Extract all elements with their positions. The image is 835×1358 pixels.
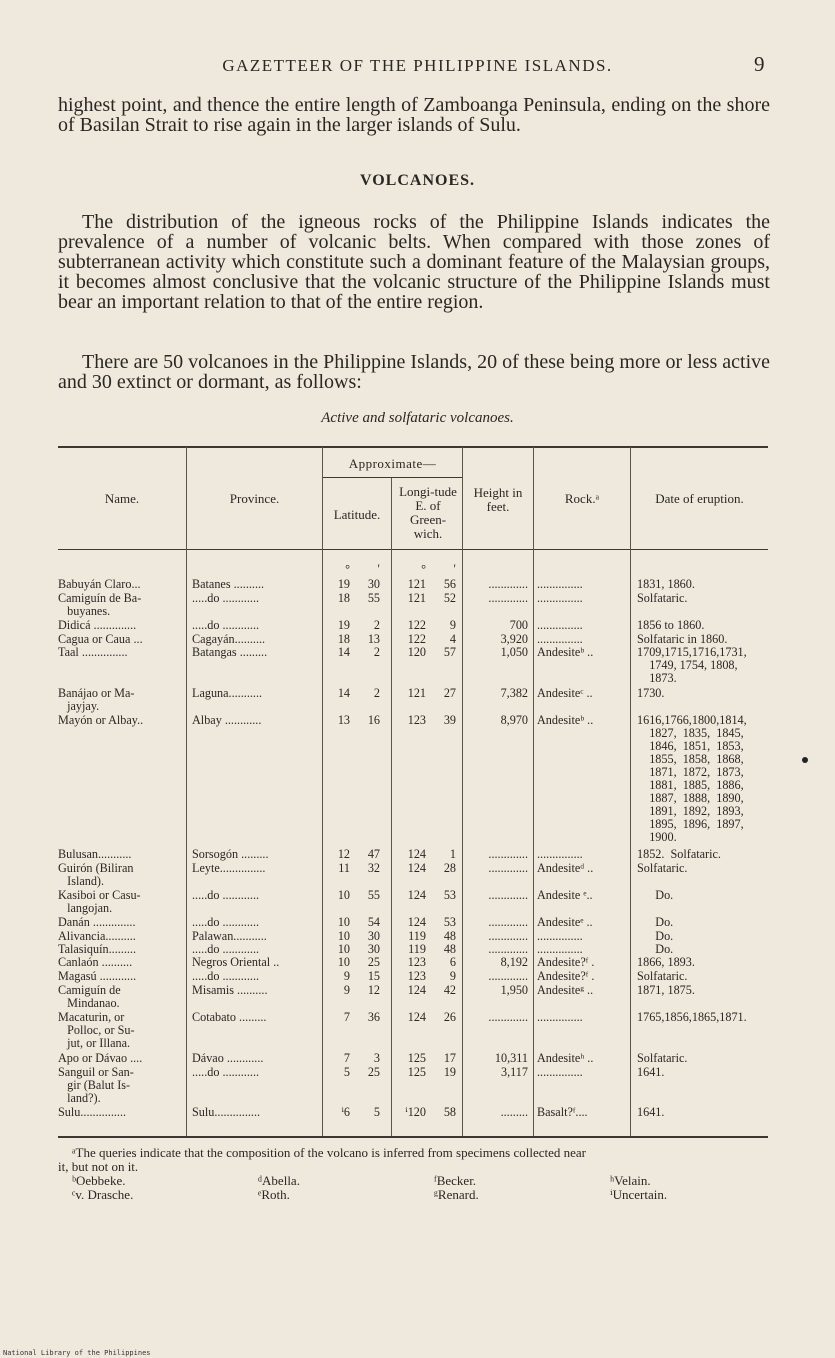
row-latitude-degrees: 10	[337, 943, 350, 956]
row-eruption: Solfataric.	[637, 1052, 688, 1065]
row-eruption: Do.	[637, 889, 674, 902]
row-longitude-degrees: 122	[407, 633, 426, 646]
row-latitude-degrees: 10	[337, 889, 350, 902]
row-rock: Andesite?ᶠ .	[537, 956, 595, 969]
row-longitude-minutes: 9	[449, 970, 456, 983]
footnote-d: ᵈAbella.	[258, 1173, 300, 1188]
paragraph-count: There are 50 volcanoes in the Philippine Islands, 20 of these being more or less active and 30 extinct or dormant, as follows:	[58, 351, 770, 393]
row-latitude-degrees: 10	[337, 956, 350, 969]
row-longitude-minutes: 19	[443, 1066, 456, 1079]
row-height: .............	[488, 916, 528, 929]
row-province: .....do ............	[192, 619, 260, 632]
row-latitude-degrees: 13	[337, 714, 350, 727]
row-longitude-minutes: 58	[443, 1106, 456, 1119]
row-latitude-minutes: 30	[367, 578, 380, 591]
row-province: Sorsogón .........	[192, 848, 269, 861]
row-name: Talasiquín.........	[58, 943, 137, 956]
row-longitude-degrees: 125	[407, 1052, 426, 1065]
row-longitude-degrees: 121	[407, 592, 426, 605]
row-eruption: Do.	[637, 943, 674, 956]
intro-paragraph: highest point, and thence the entire length of Zamboanga Peninsula, ending on the shore of Basilan Strait to rise again in the larger islands of Sulu.	[58, 94, 770, 136]
row-latitude-minutes: 25	[367, 956, 380, 969]
row-province: Cagayán..........	[192, 633, 266, 646]
row-name: Mayón or Albay..	[58, 714, 144, 727]
row-height: 8,192	[500, 956, 528, 969]
row-name: Canlaón ..........	[58, 956, 133, 969]
row-eruption: 1730.	[637, 687, 665, 700]
row-latitude-minutes: 55	[367, 889, 380, 902]
row-latitude-minutes: 2	[373, 687, 380, 700]
header-province: Province.	[229, 491, 280, 506]
row-name: Cagua or Caua ...	[58, 633, 143, 646]
row-rock: Andesiteᵉ ..	[537, 916, 593, 929]
row-longitude-minutes: 48	[443, 943, 456, 956]
row-rock: Andesiteᶜ ..	[537, 687, 593, 700]
row-latitude-minutes: 55	[367, 592, 380, 605]
row-latitude-degrees: 9	[343, 970, 350, 983]
longitude-degree-unit: °	[421, 563, 426, 576]
row-eruption: Solfataric.	[637, 862, 688, 875]
row-latitude-degrees: 14	[337, 646, 350, 659]
row-name: Guirón (Biliran Island).	[58, 862, 134, 888]
footnote-i: ⁱUncertain.	[610, 1187, 668, 1202]
row-longitude-degrees: 124	[407, 1011, 426, 1024]
row-name: Camiguín de Ba- buyanes.	[58, 592, 142, 618]
header-approximate: Approximate—	[348, 456, 437, 471]
header-name: Name.	[104, 491, 140, 506]
row-rock: ...............	[537, 592, 583, 605]
row-name: Apo or Dávao ....	[58, 1052, 143, 1065]
row-province: Albay ............	[192, 714, 262, 727]
row-height: 7,382	[500, 687, 528, 700]
row-latitude-degrees: ⁱ6	[341, 1106, 350, 1119]
row-longitude-minutes: 6	[449, 956, 456, 969]
footnote-a-continued: it, but not on it.	[58, 1159, 139, 1174]
row-province: Leyte...............	[192, 862, 266, 875]
row-name: Didicá ..............	[58, 619, 137, 632]
row-height: 1,950	[500, 984, 528, 997]
row-longitude-degrees: 124	[407, 889, 426, 902]
row-height: .............	[488, 578, 528, 591]
row-province: .....do ............	[192, 970, 260, 983]
row-latitude-degrees: 11	[338, 862, 350, 875]
row-height: .............	[488, 889, 528, 902]
row-province: .....do ............	[192, 889, 260, 902]
row-longitude-minutes: 28	[443, 862, 456, 875]
row-longitude-degrees: 124	[407, 848, 426, 861]
row-name: Danán ..............	[58, 916, 136, 929]
latitude-degree-unit: °	[345, 563, 350, 576]
row-rock: Andesiteᵈ ..	[537, 862, 594, 875]
row-height: 700	[509, 619, 528, 632]
row-longitude-degrees: 119	[408, 943, 426, 956]
footnote-b: ᵇOebbeke.	[72, 1173, 126, 1188]
row-longitude-degrees: ⁱ120	[405, 1106, 426, 1119]
row-latitude-minutes: 30	[367, 943, 380, 956]
row-latitude-degrees: 12	[337, 848, 350, 861]
row-eruption: 1641.	[637, 1066, 665, 1079]
row-rock: Basalt?ᶠ....	[537, 1106, 588, 1119]
row-latitude-minutes: 2	[373, 646, 380, 659]
row-latitude-minutes: 30	[367, 930, 380, 943]
row-eruption: 1641.	[637, 1106, 665, 1119]
row-longitude-degrees: 121	[407, 578, 426, 591]
row-province: Misamis ..........	[192, 984, 268, 997]
row-longitude-minutes: 9	[449, 619, 456, 632]
row-province: Batanes ..........	[192, 578, 265, 591]
row-rock: ...............	[537, 1066, 583, 1079]
page-number: 9	[754, 52, 765, 76]
row-height: .............	[488, 970, 528, 983]
footnote-c: ᶜv. Drasche.	[72, 1187, 134, 1202]
row-province: Batangas .........	[192, 646, 268, 659]
footnote-g: ᵍRenard.	[434, 1187, 479, 1202]
paragraph-distribution: The distribution of the igneous rocks of the Philippine Islands indicates the prevalence of a number of volcanic belts. When compared with those zones of subterranean activity which constitute such a dominant feature of the Malaysian groups, it becomes almost conclusive that the volcanic structure of the Philippine Islands must bear an important relation to that of the entire region.	[58, 211, 770, 313]
row-longitude-minutes: 53	[443, 916, 456, 929]
row-province: .....do ............	[192, 943, 260, 956]
row-rock: Andesite?ᶠ .	[537, 970, 595, 983]
row-longitude-minutes: 57	[443, 646, 456, 659]
row-height: 1,050	[500, 646, 528, 659]
row-longitude-minutes: 39	[443, 714, 456, 727]
row-eruption: 1831, 1860.	[637, 578, 695, 591]
row-name: Macaturin, or Polloc, or Su- jut, or Illana.	[58, 1011, 135, 1050]
row-eruption: 1866, 1893.	[637, 956, 695, 969]
row-longitude-degrees: 123	[407, 956, 426, 969]
row-height: .............	[488, 592, 528, 605]
column-divider	[391, 478, 392, 1136]
row-name: Bulusan...........	[58, 848, 132, 861]
ink-speck	[802, 757, 808, 763]
row-eruption: 1871, 1875.	[637, 984, 695, 997]
row-longitude-degrees: 121	[407, 687, 426, 700]
row-eruption: 1856 to 1860.	[637, 619, 705, 632]
row-rock: Andesiteᵇ ..	[537, 646, 594, 659]
row-longitude-degrees: 124	[407, 862, 426, 875]
row-latitude-minutes: 3	[373, 1052, 380, 1065]
library-credit: National Library of the Philippines	[3, 1349, 151, 1357]
row-latitude-minutes: 16	[367, 714, 380, 727]
row-longitude-minutes: 26	[443, 1011, 456, 1024]
row-province: Negros Oriental ..	[192, 956, 280, 969]
row-latitude-minutes: 36	[367, 1011, 380, 1024]
row-eruption: Solfataric.	[637, 970, 688, 983]
row-eruption: 1709,1715,1716,1731, 1749, 1754, 1808, 1873.	[637, 646, 747, 685]
header-height: Height in feet.	[473, 485, 523, 514]
row-latitude-minutes: 47	[367, 848, 380, 861]
longitude-minute-unit: ′	[453, 563, 456, 576]
row-height: 3,920	[500, 633, 528, 646]
row-latitude-degrees: 14	[337, 687, 350, 700]
row-latitude-degrees: 10	[337, 916, 350, 929]
table-top-rule	[58, 446, 768, 448]
row-name: Taal ...............	[58, 646, 128, 659]
column-divider	[462, 447, 463, 1136]
row-height: .............	[488, 943, 528, 956]
table-bottom-rule	[58, 1136, 768, 1138]
row-longitude-minutes: 56	[443, 578, 456, 591]
section-title: VOLCANOES.	[359, 172, 476, 189]
row-longitude-minutes: 4	[449, 633, 456, 646]
row-latitude-degrees: 18	[337, 592, 350, 605]
row-latitude-minutes: 12	[367, 984, 380, 997]
row-eruption: Solfataric in 1860.	[637, 633, 728, 646]
row-latitude-degrees: 19	[337, 578, 350, 591]
row-latitude-degrees: 7	[343, 1011, 350, 1024]
row-longitude-degrees: 122	[407, 619, 426, 632]
row-province: Sulu...............	[192, 1106, 261, 1119]
row-province: .....do ............	[192, 592, 260, 605]
row-height: .............	[488, 862, 528, 875]
row-latitude-minutes: 25	[367, 1066, 380, 1079]
row-province: .....do ............	[192, 1066, 260, 1079]
table-header-rule	[58, 549, 768, 550]
row-height: .............	[488, 930, 528, 943]
header-rock: Rock.ᵃ	[564, 491, 600, 506]
row-longitude-degrees: 125	[407, 1066, 426, 1079]
column-divider	[533, 447, 534, 1136]
row-latitude-degrees: 5	[343, 1066, 350, 1079]
row-name: Sulu...............	[58, 1106, 127, 1119]
row-rock: Andesiteᵍ ..	[537, 984, 594, 997]
footnote-f: ᶠBecker.	[434, 1173, 477, 1188]
row-height: .........	[500, 1106, 528, 1119]
row-latitude-minutes: 13	[367, 633, 380, 646]
row-eruption: Do.	[637, 916, 674, 929]
row-latitude-minutes: 2	[373, 619, 380, 632]
footnote-a: ᵃThe queries indicate that the composition of the volcano is inferred from specimens collected near	[72, 1145, 586, 1160]
row-province: Palawan...........	[192, 930, 267, 943]
row-longitude-degrees: 120	[407, 646, 426, 659]
row-rock: ...............	[537, 633, 583, 646]
row-rock: ...............	[537, 930, 583, 943]
row-latitude-degrees: 18	[337, 633, 350, 646]
running-header: GAZETTEER OF THE PHILIPPINE ISLANDS.	[222, 56, 613, 75]
footnote-e: ᵉRoth.	[258, 1187, 290, 1202]
row-name: Kasiboi or Casu- langojan.	[58, 889, 141, 915]
row-rock: ...............	[537, 619, 583, 632]
row-eruption: Do.	[637, 930, 674, 943]
approximate-rule	[322, 477, 462, 478]
row-name: Babuyán Claro...	[58, 578, 141, 591]
row-latitude-minutes: 54	[367, 916, 380, 929]
row-province: Laguna...........	[192, 687, 263, 700]
row-longitude-degrees: 119	[408, 930, 426, 943]
row-height: .............	[488, 1011, 528, 1024]
row-province: Dávao ............	[192, 1052, 264, 1065]
row-rock: ...............	[537, 578, 583, 591]
row-rock: Andesiteʰ ..	[537, 1052, 594, 1065]
row-eruption: 1852. Solfataric.	[637, 848, 721, 861]
row-height: 10,311	[494, 1052, 528, 1065]
row-name: Camiguín de Mindanao.	[58, 984, 121, 1010]
row-name: Sanguil or San- gir (Balut Is- land?).	[58, 1066, 134, 1105]
row-rock: ...............	[537, 943, 583, 956]
row-name: Alivancia..........	[58, 930, 136, 943]
row-name: Banájao or Ma- jayjay.	[58, 687, 135, 713]
row-longitude-minutes: 53	[443, 889, 456, 902]
row-eruption: Solfataric.	[637, 592, 688, 605]
row-longitude-degrees: 124	[407, 984, 426, 997]
row-longitude-degrees: 124	[407, 916, 426, 929]
row-rock: ...............	[537, 1011, 583, 1024]
row-longitude-minutes: 17	[443, 1052, 456, 1065]
column-divider	[186, 447, 187, 1136]
header-latitude: Latitude.	[333, 507, 381, 522]
row-longitude-minutes: 27	[443, 687, 456, 700]
row-height: .............	[488, 848, 528, 861]
column-divider	[322, 447, 323, 1136]
row-longitude-minutes: 1	[449, 848, 456, 861]
row-latitude-degrees: 9	[343, 984, 350, 997]
row-latitude-minutes: 15	[367, 970, 380, 983]
row-province: Cotabato .........	[192, 1011, 267, 1024]
row-name: Magasú ............	[58, 970, 137, 983]
table-caption: Active and solfataric volcanoes.	[321, 410, 514, 426]
row-longitude-minutes: 48	[443, 930, 456, 943]
row-latitude-degrees: 19	[337, 619, 350, 632]
row-rock: ...............	[537, 848, 583, 861]
row-province: .....do ............	[192, 916, 260, 929]
row-longitude-degrees: 123	[407, 970, 426, 983]
row-eruption: 1616,1766,1800,1814, 1827, 1835, 1845, 1846, 1851, 1853, 1855, 1858, 1868, 1871, 1872, 1873, 1881, 1885, 1886, 1887, 1888, 1890, 1891, 1892, 1893, 1895, 1896, 1897, 1900.	[637, 714, 747, 844]
row-eruption: 1765,1856,1865,1871.	[637, 1011, 747, 1024]
row-rock: Andesite ᵉ..	[537, 889, 593, 902]
row-latitude-minutes: 5	[373, 1106, 380, 1119]
latitude-minute-unit: ′	[377, 563, 380, 576]
row-height: 3,117	[501, 1066, 528, 1079]
row-latitude-degrees: 7	[343, 1052, 350, 1065]
header-eruption: Date of eruption.	[655, 491, 744, 506]
row-longitude-degrees: 123	[407, 714, 426, 727]
row-height: 8,970	[500, 714, 528, 727]
row-rock: Andesiteᵇ ..	[537, 714, 594, 727]
column-divider	[630, 447, 631, 1136]
header-longitude: Longi-tude E. of Green-wich.	[399, 484, 457, 541]
footnote-h: ʰVelain.	[610, 1173, 651, 1188]
row-latitude-degrees: 10	[337, 930, 350, 943]
row-longitude-minutes: 42	[443, 984, 456, 997]
row-longitude-minutes: 52	[443, 592, 456, 605]
row-latitude-minutes: 32	[367, 862, 380, 875]
